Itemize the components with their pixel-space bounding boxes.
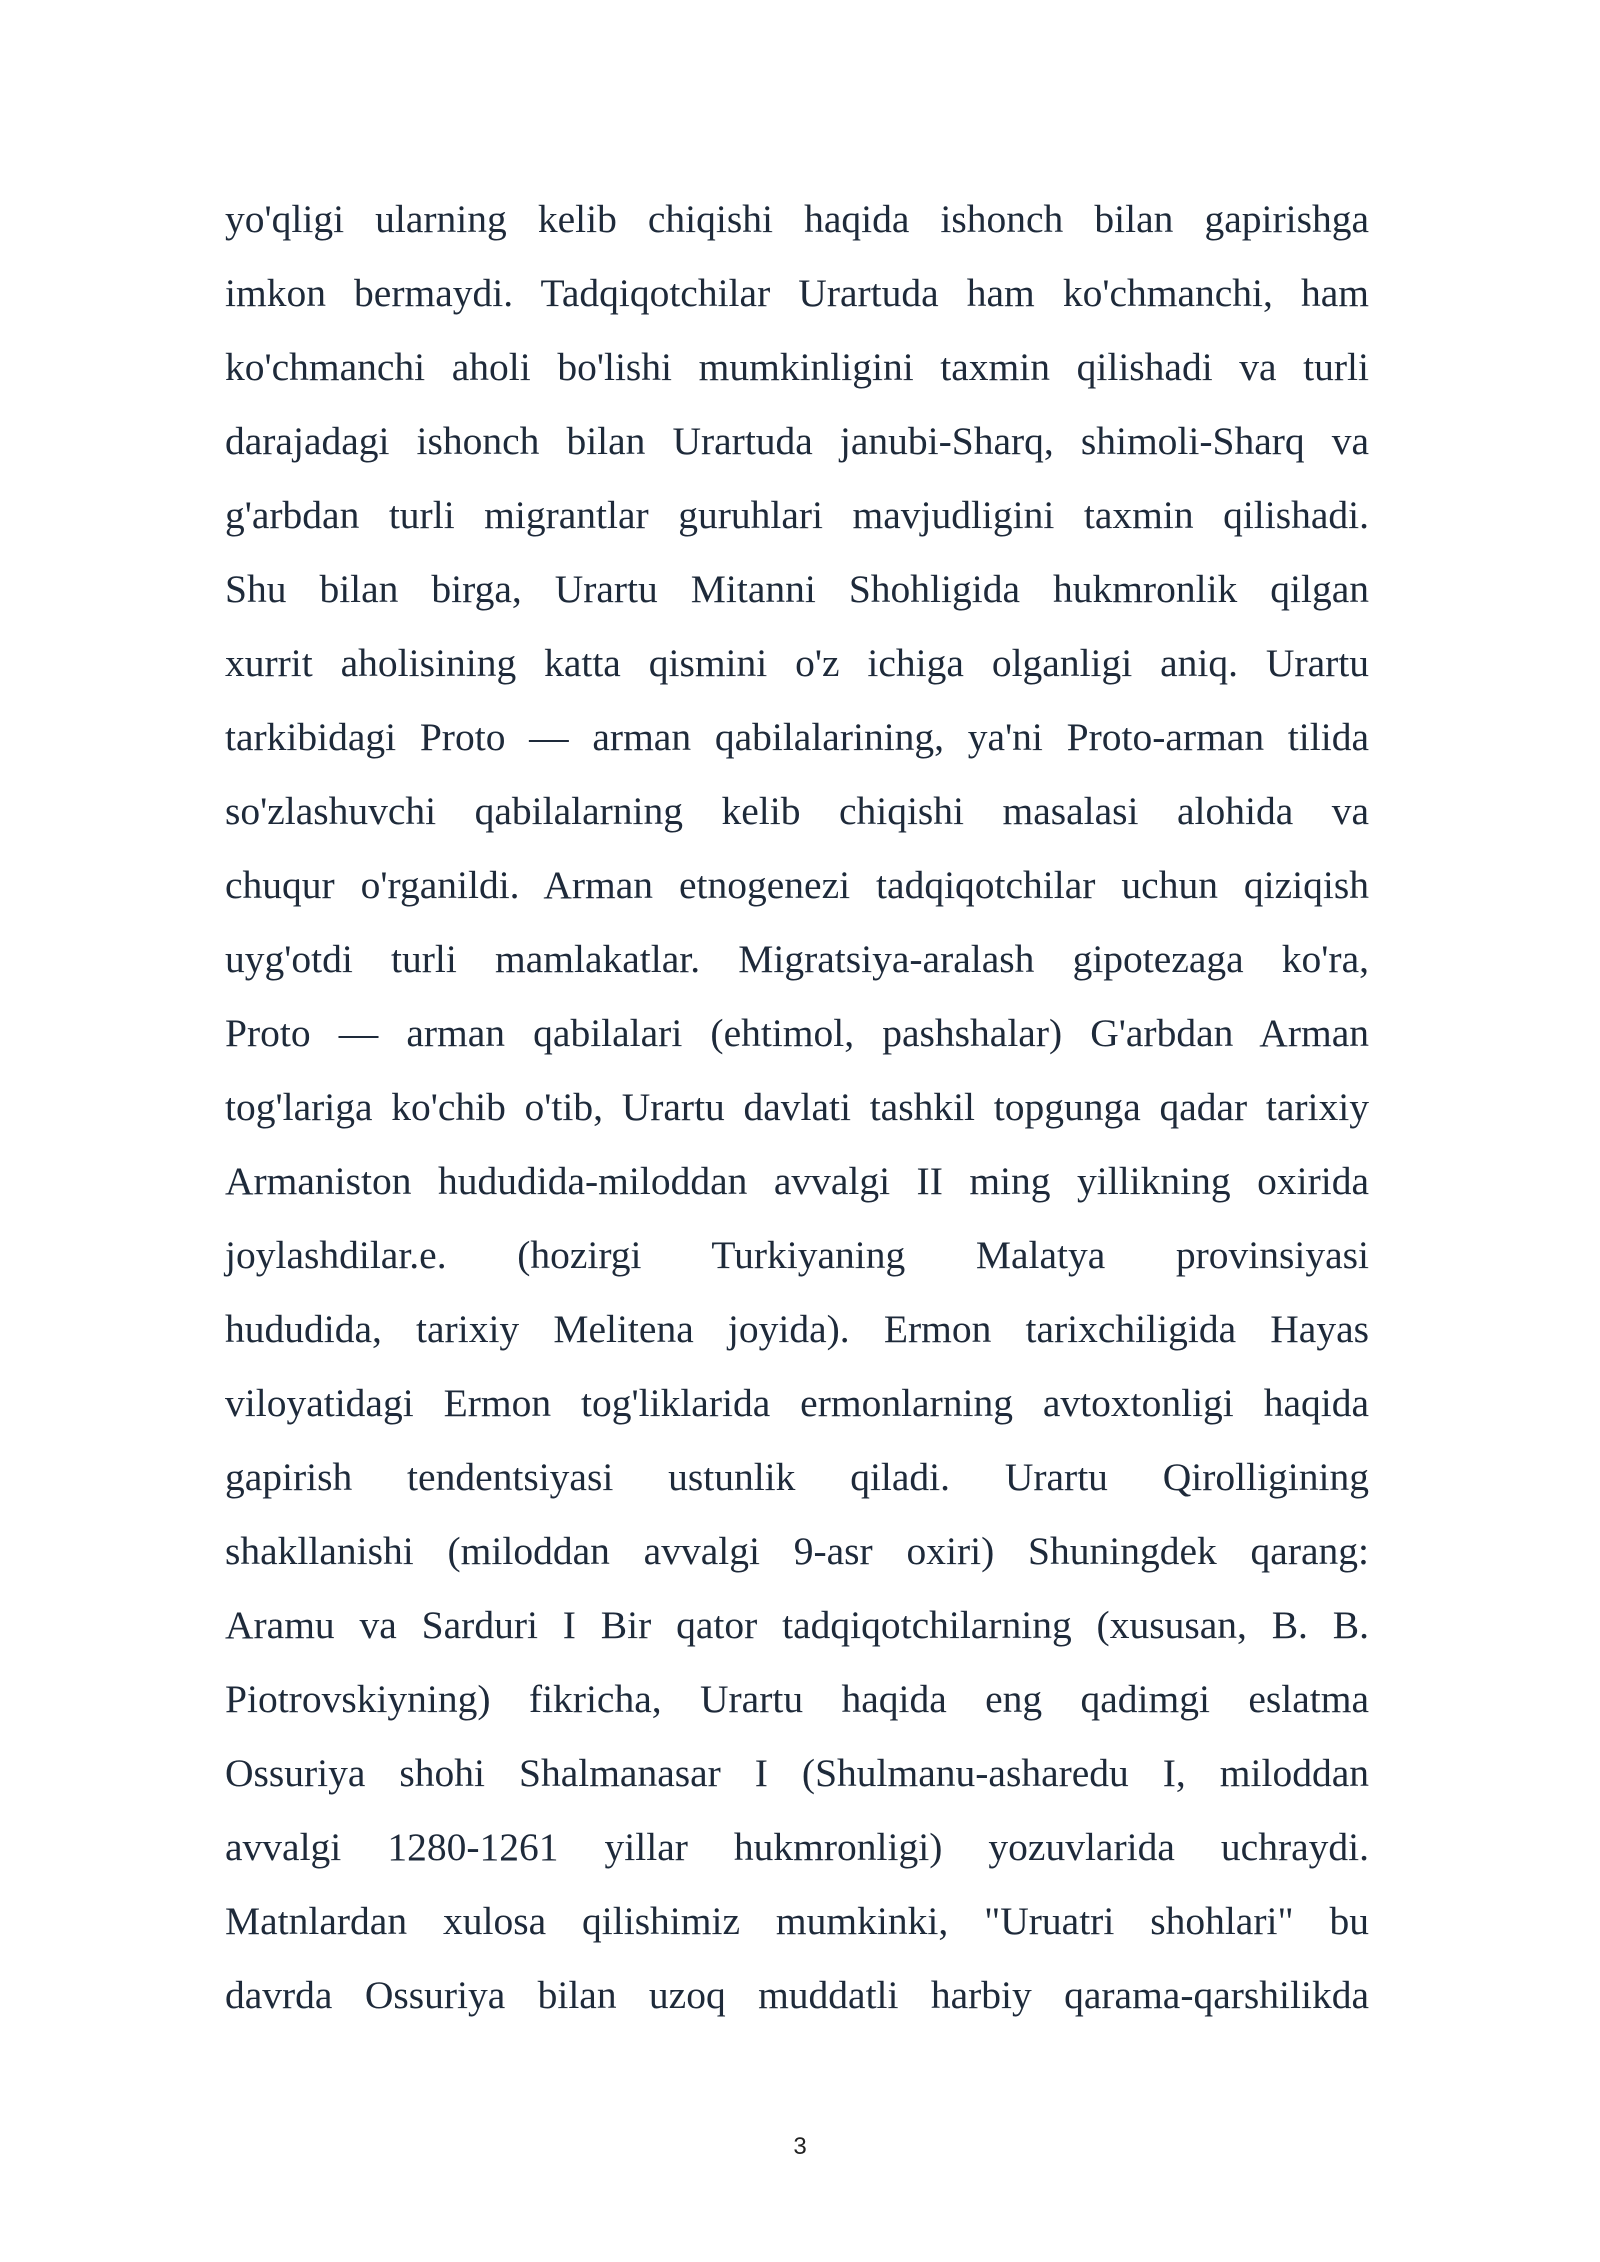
text-line: imkon bermaydi. Tadqiqotchilar Urartuda ham ko'chmanchi, ham xyxy=(225,271,1369,315)
text-line: tog'lariga ko'chib o'tib, Urartu davlati tashkil topgunga qadar tarixiy xyxy=(225,1085,1369,1129)
text-line: yo'qligi ularning kelib chiqishi haqida ishonch bilan gapirishga xyxy=(225,197,1369,241)
text-line: uyg'otdi turli mamlakatlar. Migratsiya-aralash gipotezaga ko'ra, xyxy=(225,937,1369,981)
text-line: xurrit aholisining katta qismini o'z ichiga olganligi aniq. Urartu xyxy=(225,641,1369,685)
text-line: so'zlashuvchi qabilalarning kelib chiqishi masalasi alohida va xyxy=(225,789,1369,833)
text-line: ko'chmanchi aholi bo'lishi mumkinligini taxmin qilishadi va turli xyxy=(225,345,1369,389)
text-line: gapirish tendentsiyasi ustunlik qiladi. Urartu Qirolligining xyxy=(225,1455,1369,1499)
text-line: Ossuriya shohi Shalmanasar I (Shulmanu-asharedu I, miloddan xyxy=(225,1751,1369,1795)
text-line: g'arbdan turli migrantlar guruhlari mavjudligini taxmin qilishadi. xyxy=(225,493,1369,537)
text-line: shakllanishi (miloddan avvalgi 9-asr oxiri) Shuningdek qarang: xyxy=(225,1529,1369,1573)
text-line: Armaniston hududida-miloddan avvalgi II ming yillikning oxirida xyxy=(225,1159,1369,1203)
text-line: Matnlardan xulosa qilishimiz mumkinki, "Uruatri shohlari" bu xyxy=(225,1899,1369,1943)
text-line: hududida, tarixiy Melitena joyida). Ermon tarixchiligida Hayas xyxy=(225,1307,1369,1351)
text-line: Piotrovskiyning) fikricha, Urartu haqida eng qadimgi eslatma xyxy=(225,1677,1369,1721)
text-line: davrda Ossuriya bilan uzoq muddatli harbiy qarama-qarshilikda xyxy=(225,1973,1369,2017)
text-line: joylashdilar.e. (hozirgi Turkiyaning Malatya provinsiyasi xyxy=(225,1233,1369,1277)
text-line: Proto — arman qabilalari (ehtimol, pashshalar) G'arbdan Arman xyxy=(225,1011,1369,1055)
text-line: avvalgi 1280-1261 yillar hukmronligi) yozuvlarida uchraydi. xyxy=(225,1825,1369,1869)
text-line: chuqur o'rganildi. Arman etnogenezi tadqiqotchilar uchun qiziqish xyxy=(225,863,1369,907)
body-text xyxy=(225,182,1369,2032)
text-line: darajadagi ishonch bilan Urartuda janubi-Sharq, shimoli-Sharq va xyxy=(225,419,1369,463)
text-line: Aramu va Sarduri I Bir qator tadqiqotchilarning (xususan, B. B. xyxy=(225,1603,1369,1647)
text-line: Shu bilan birga, Urartu Mitanni Shohligida hukmronlik qilgan xyxy=(225,567,1369,611)
text-line: tarkibidagi Proto — arman qabilalarining, ya'ni Proto-arman tilida xyxy=(225,715,1369,759)
page-number: 3 xyxy=(793,2133,807,2160)
text-line: viloyatidagi Ermon tog'liklarida ermonlarning avtoxtonligi haqida xyxy=(225,1381,1369,1425)
